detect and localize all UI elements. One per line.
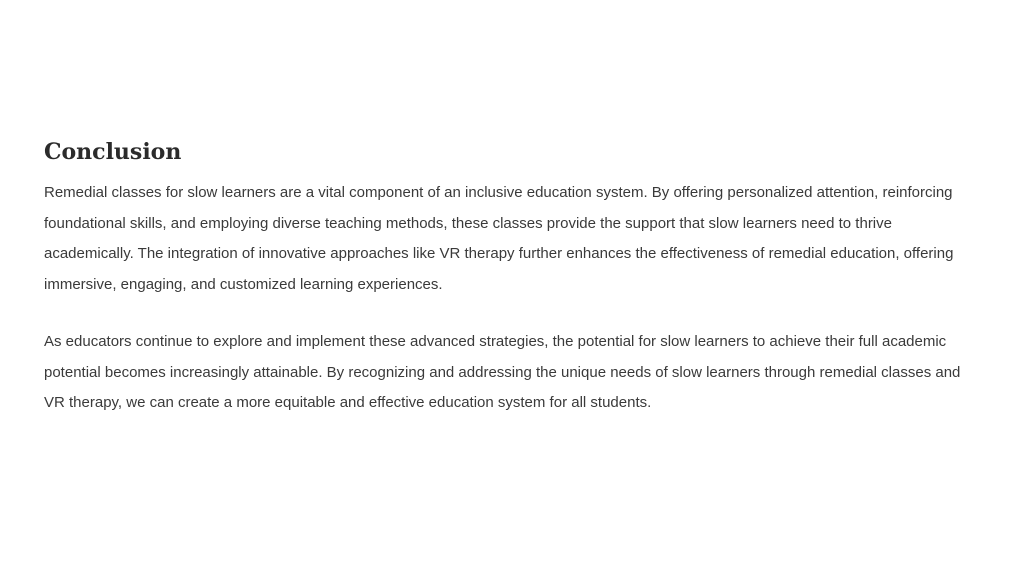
conclusion-section [44, 137, 974, 419]
section-heading: Conclusion [44, 139, 182, 165]
paragraph-2: As educators continue to explore and implement these advanced strategies, the potential for slow learners to achieve their full academic potential becomes increasingly attainable. By recognizing and addressing the unique needs of slow learners through remedial classes and VR therapy, we can create a more equitable and effective education system for all students. [44, 333, 961, 411]
paragraph-1: Remedial classes for slow learners are a vital component of an inclusive education system. By offering personalized attention, reinforcing foundational skills, and employing diverse teaching methods, these classes provide the support that slow learners need to thrive academically. The integration of innovative approaches like VR therapy further enhances the effectiveness of remedial education, offering immersive, engaging, and customized learning experiences. [44, 184, 954, 293]
